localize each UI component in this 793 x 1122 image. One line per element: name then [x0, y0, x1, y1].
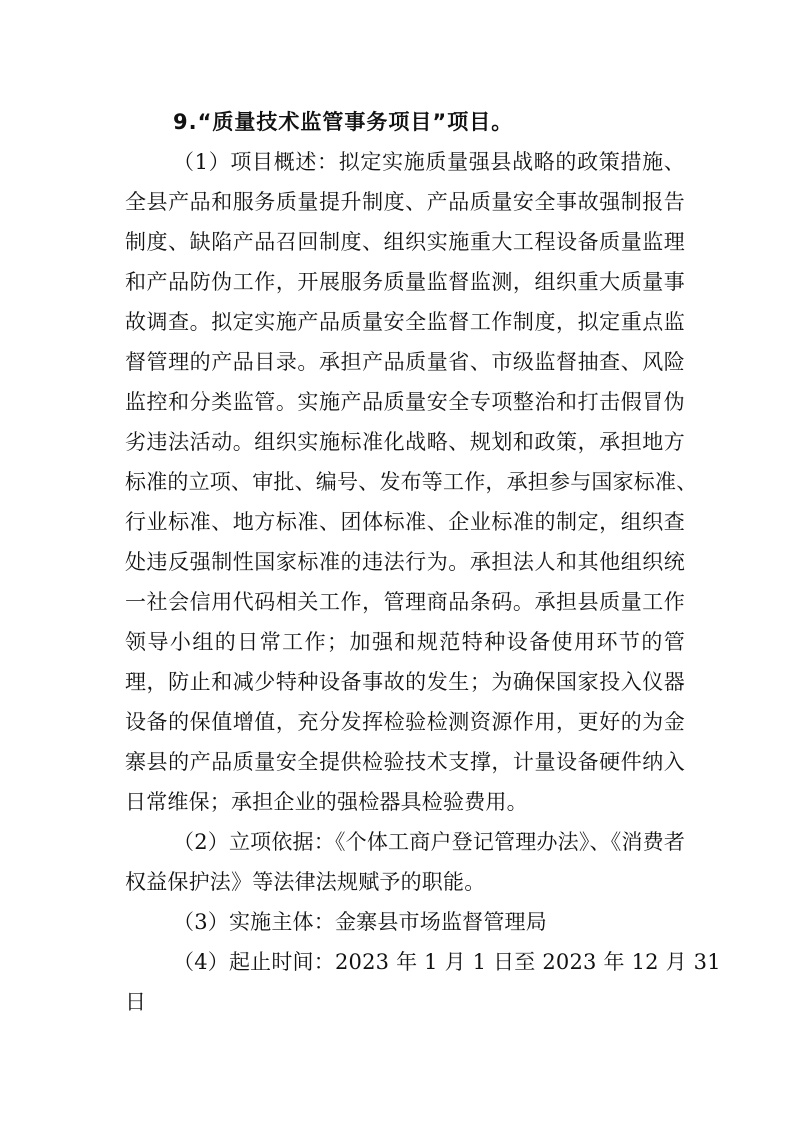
text-line: 权益保护法》等法律法规赋予的职能。 — [125, 870, 486, 894]
text-line: 领导小组的日常工作；加强和规范特种设备使用环节的管 — [125, 630, 685, 654]
text-line: 处违反强制性国家标准的违法行为。承担法人和其他组织统 — [125, 550, 685, 574]
text-line: 日常维保；承担企业的强检器具检验费用。 — [125, 790, 528, 814]
text-line: （3）实施主体：金寨县市场监督管理局 — [173, 910, 547, 934]
text-line: 和产品防伪工作，开展服务质量监督监测，组织重大质量事 — [125, 270, 685, 294]
text-line: 全县产品和服务质量提升制度、产品质量安全事故强制报告 — [125, 190, 685, 214]
text-line: 监控和分类监管。实施产品质量安全专项整治和打击假冒伪 — [125, 390, 685, 414]
text-line: （2）立项依据：《个体工商户登记管理办法》、《消费者 — [173, 830, 686, 854]
text-line: 督管理的产品目录。承担产品质量省、市级监督抽查、风险 — [125, 350, 685, 374]
section-heading: 9.“质量技术监管事务项目”项目。 — [173, 110, 514, 134]
text-line: 劣违法活动。组织实施标准化战略、规划和政策，承担地方 — [125, 430, 685, 454]
text-line: 标准的立项、审批、编号、发布等工作，承担参与国家标准、 — [125, 470, 698, 494]
text-line: （1）项目概述：拟定实施质量强县战略的政策措施、 — [173, 150, 685, 174]
text-line: 行业标准、地方标准、团体标准、企业标准的制定，组织查 — [125, 510, 685, 534]
text-line: 理，防止和减少特种设备事故的发生；为确保国家投入仪器 — [125, 670, 685, 694]
text-line: 日 — [125, 990, 147, 1014]
text-line: 故调查。拟定实施产品质量安全监督工作制度，拟定重点监 — [125, 310, 685, 334]
text-line: 寨县的产品质量安全提供检验技术支撑，计量设备硬件纳入 — [125, 750, 685, 774]
text-line: 设备的保值增值，充分发挥检验检测资源作用，更好的为金 — [125, 710, 685, 734]
text-line: （4）起止时间：2023 年 1 月 1 日至 2023 年 12 月 31 — [173, 950, 721, 974]
text-line: 一社会信用代码相关工作，管理商品条码。承担县质量工作 — [125, 590, 685, 614]
text-line: 制度、缺陷产品召回制度、组织实施重大工程设备质量监理 — [125, 230, 685, 254]
